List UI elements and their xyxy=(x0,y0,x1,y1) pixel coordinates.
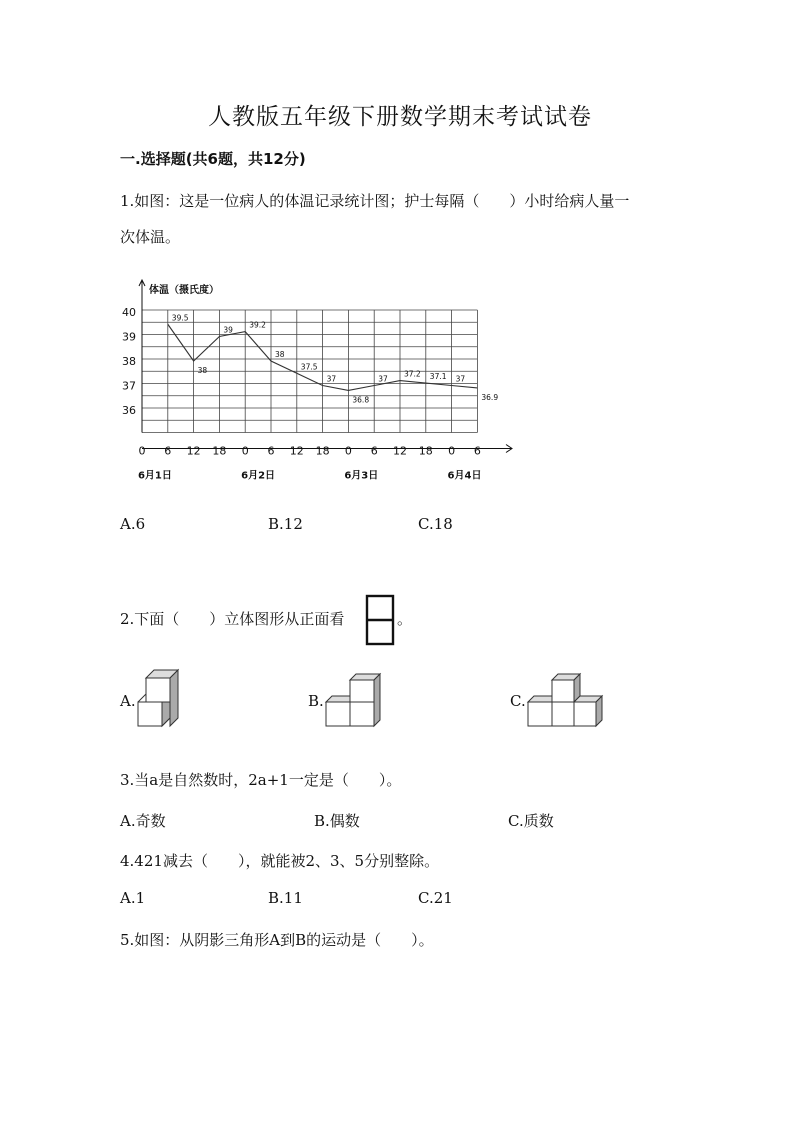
question-4-stem: 4.421减去（ ），就能被2、3、5分别整除。 xyxy=(120,852,440,870)
y-tick-label: 40 xyxy=(122,306,136,319)
x-tick-label: 6 xyxy=(473,444,481,458)
question-5-stem: 5.如图：从阴影三角形A到B的运动是（ ）。 xyxy=(120,931,434,949)
data-label: 39 xyxy=(223,325,233,335)
question-2-stem: 2.下面（ ）立体图形从正面看 xyxy=(120,610,345,628)
x-tick-labels xyxy=(139,445,481,458)
q2-option-a-cubes xyxy=(136,664,180,726)
data-label: 37 xyxy=(455,374,466,384)
x-tick-label: 6 xyxy=(267,444,275,458)
data-label: 37 xyxy=(326,374,337,384)
y-tick-labels xyxy=(122,306,136,417)
x-tick-label: 0 xyxy=(448,444,456,458)
x-tick-label: 18 xyxy=(212,444,227,458)
y-tick-label: 37 xyxy=(122,379,136,393)
question-3-stem: 3.当a是自然数时，2a+1一定是（ ）。 xyxy=(120,771,402,789)
data-label: 38 xyxy=(197,366,208,375)
data-label: 39.2 xyxy=(249,320,266,330)
x-tick-label: 6 xyxy=(164,444,172,458)
q3-option-c[interactable]: C.质数 xyxy=(508,812,554,830)
q2-option-c[interactable]: C. xyxy=(510,692,526,710)
q1-option-a[interactable]: A.6 xyxy=(120,515,146,533)
front-view-figure xyxy=(365,594,395,646)
page-title: 人教版五年级下册数学期末考试试卷 xyxy=(208,104,592,130)
data-label: 36.8 xyxy=(352,395,370,405)
x-tick-label: 0 xyxy=(138,444,146,458)
date-label: 6月3日 xyxy=(344,470,379,482)
x-tick-label: 0 xyxy=(344,444,352,458)
date-label: 6月2日 xyxy=(241,470,276,482)
data-label: 37.1 xyxy=(429,372,447,382)
date-label: 6月1日 xyxy=(137,470,172,482)
q1-option-b[interactable]: B.12 xyxy=(268,515,303,533)
y-tick-label: 38 xyxy=(122,355,136,368)
x-tick-label: 12 xyxy=(393,444,407,458)
data-label: 37 xyxy=(378,374,388,384)
q3-option-b[interactable]: B.偶数 xyxy=(314,812,360,830)
y-axis-label: 体温（摄氏度） xyxy=(149,285,219,296)
x-tick-label: 18 xyxy=(315,444,330,458)
date-label: 6月4日 xyxy=(447,470,482,482)
x-tick-label: 6 xyxy=(370,444,378,458)
q3-option-a[interactable]: A.奇数 xyxy=(120,812,166,830)
chart-axes xyxy=(139,280,512,453)
y-tick-label: 39 xyxy=(122,330,136,344)
q4-option-c[interactable]: C.21 xyxy=(418,889,453,907)
x-tick-label: 0 xyxy=(241,444,249,458)
data-label: 37.2 xyxy=(404,369,421,379)
data-label: 39.5 xyxy=(171,313,189,323)
q2-option-a[interactable]: A. xyxy=(120,692,136,710)
q2-option-b-cubes xyxy=(326,672,382,728)
x-tick-label: 12 xyxy=(186,444,201,458)
x-tick-label: 18 xyxy=(418,444,433,458)
q4-option-a[interactable]: A.1 xyxy=(120,889,146,907)
date-labels xyxy=(138,469,482,482)
question-1-line1: 1.如图：这是一位病人的体温记录统计图；护士每隔（ ）小时给病人量一 xyxy=(120,192,630,210)
data-label: 37.5 xyxy=(300,362,318,372)
q4-option-b[interactable]: B.11 xyxy=(268,889,303,907)
q2-option-c-cubes xyxy=(528,672,604,728)
question-2-stem-end: 。 xyxy=(397,610,413,628)
q1-option-c[interactable]: C.18 xyxy=(418,515,453,533)
temperature-line-chart xyxy=(118,272,528,482)
data-label: 36.9 xyxy=(481,392,499,402)
x-tick-label: 12 xyxy=(289,444,304,458)
question-1-line2: 次体温。 xyxy=(120,228,181,246)
q2-option-b[interactable]: B. xyxy=(308,692,324,710)
data-label: 38 xyxy=(275,350,285,359)
section-heading: 一.选择题(共6题，共12分) xyxy=(120,150,306,168)
chart-grid xyxy=(142,310,477,433)
y-tick-label: 36 xyxy=(122,404,136,417)
